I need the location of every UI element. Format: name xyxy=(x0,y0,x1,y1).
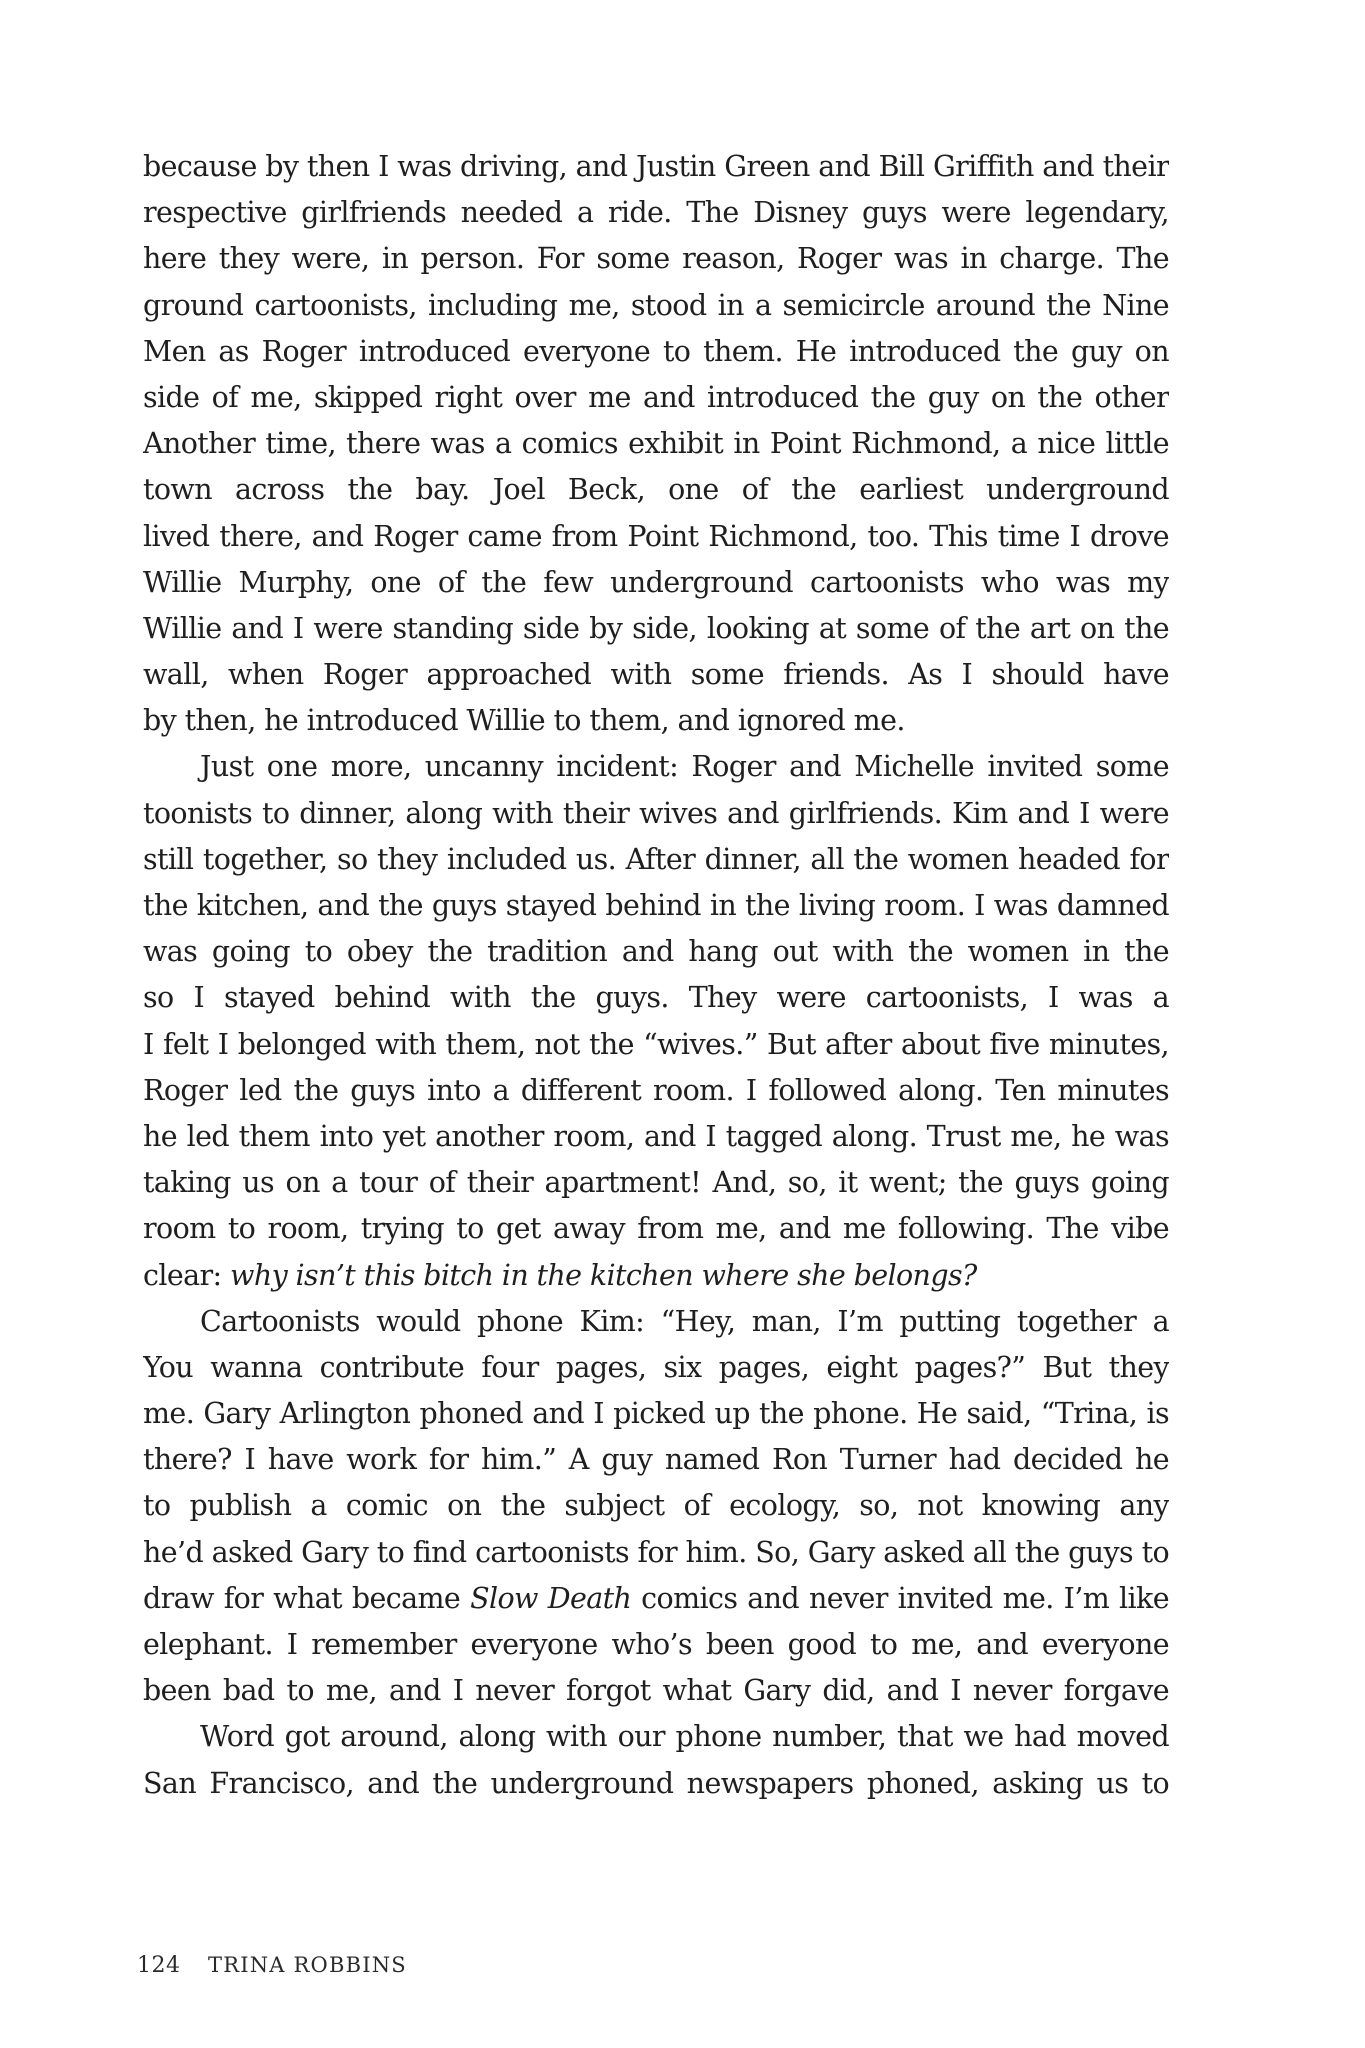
text-segment: draw for what became xyxy=(143,1581,471,1615)
text-line: me. Gary Arlington phoned and I picked up the phone. He said, “Trina, is xyxy=(143,1397,1169,1431)
emphasis-clear: why isn’t this bitch in the kitchen where she belongs? xyxy=(230,1258,977,1292)
text-segment: comics and never invited me. I’m like xyxy=(641,1581,1169,1615)
text-line: lived there, and Roger came from Point Richmond, too. This time I drove xyxy=(143,519,1169,553)
body-text xyxy=(143,144,1169,1807)
page-footer xyxy=(137,1953,407,1978)
text-line: wall, when Roger approached with some friends. As I should have xyxy=(143,658,1169,692)
text-line: Cartoonists would phone Kim: “Hey, man, I’m putting together a xyxy=(200,1304,1169,1338)
text-line: You wanna contribute four pages, six pages, eight pages?” But they xyxy=(143,1350,1169,1384)
text-line: been bad to me, and I never forgot what Gary did, and I never forgave xyxy=(143,1674,1169,1708)
text-line: by then, he introduced Willie to them, and ignored me. xyxy=(143,704,905,738)
running-author: TRINA ROBBINS xyxy=(208,1953,407,1977)
text-line: Willie Murphy, one of the few underground cartoonists who was my xyxy=(143,565,1169,599)
text-line: town across the bay. Joel Beck, one of the earliest underground xyxy=(143,473,1169,507)
text-line: Just one more, uncanny incident: Roger and Michelle invited some xyxy=(200,750,1169,784)
text-line: still together, so they included us. After dinner, all the women headed for xyxy=(143,842,1169,876)
text-line xyxy=(143,1114,1169,1160)
emphasis-slow-death: Slow Death xyxy=(470,1581,632,1615)
text-line: toonists to dinner, along with their wives and girlfriends. Kim and I were xyxy=(143,796,1169,830)
text-line: Men as Roger introduced everyone to them. He introduced the guy on xyxy=(143,334,1169,368)
text-line: Roger led the guys into a different room. I followed along. Ten minutes xyxy=(143,1073,1169,1107)
text-segment: clear: xyxy=(143,1258,231,1292)
text-line: respective girlfriends needed a ride. The Disney guys were legendary, xyxy=(143,196,1169,230)
text-line xyxy=(143,1253,1169,1299)
text-line xyxy=(143,1576,1169,1622)
text-line: Another time, there was a comics exhibit in Point Richmond, a nice little xyxy=(143,427,1169,461)
text-line: San Francisco, and the underground newspapers phoned, asking us to xyxy=(143,1766,1169,1800)
page-number: 124 xyxy=(137,1953,181,1978)
text-line: room to room, trying to get away from me, and me following. The vibe xyxy=(143,1212,1169,1246)
text-line: was going to obey the tradition and hang out with the women in the xyxy=(143,935,1169,969)
text-line: I felt I belonged with them, not the “wives.” But after about five minutes, xyxy=(143,1027,1169,1061)
text-line: Word got around, along with our phone number, that we had moved xyxy=(200,1720,1169,1754)
text-line: ground cartoonists, including me, stood in a semicircle around the Nine xyxy=(143,288,1169,322)
text-line: the kitchen, and the guys stayed behind in the living room. I was damned xyxy=(143,889,1169,922)
text-line: so I stayed behind with the guys. They were cartoonists, I was a xyxy=(143,981,1169,1015)
text-line: side of me, skipped right over me and introduced the guy on the other xyxy=(143,380,1169,414)
text-segment: he led them into yet another room, and I tagged along. Trust me, he was xyxy=(143,1119,1169,1153)
text-line: here they were, in person. For some reason, Roger was in charge. The xyxy=(143,242,1169,276)
text-line: because by then I was driving, and Justin Green and Bill Griffith and their xyxy=(143,150,1169,183)
text-line: to publish a comic on the subject of ecology, so, not knowing any xyxy=(143,1489,1169,1523)
text-line: Willie and I were standing side by side, looking at some of the art on the xyxy=(143,611,1169,645)
text-line: elephant. I remember everyone who’s been good to me, and everyone xyxy=(143,1628,1169,1661)
text-line: he’d asked Gary to find cartoonists for him. So, Gary asked all the guys to xyxy=(143,1535,1169,1569)
text-line: taking us on a tour of their apartment! And, so, it went; the guys going xyxy=(143,1166,1169,1200)
text-line: there? I have work for him.” A guy named Ron Turner had decided he xyxy=(143,1443,1169,1477)
